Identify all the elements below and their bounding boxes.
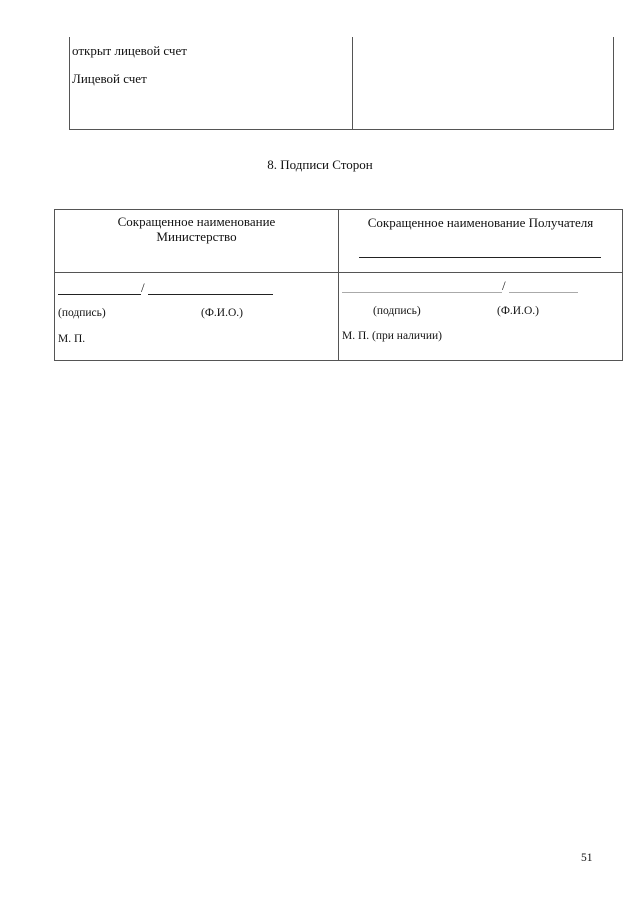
open-account-text: открыт лицевой счет: [72, 43, 187, 58]
table-border-bottom: [69, 129, 614, 130]
page-number: 51: [581, 852, 593, 864]
recipient-sign-caption: (подпись): [373, 305, 421, 317]
section-title: 8. Подписи Сторон: [267, 157, 373, 172]
table-border-left: [69, 37, 70, 130]
ministry-heading-line1: Сокращенное наименование: [117, 214, 276, 229]
recipient-signature-line: [342, 292, 502, 293]
recipient-fio-caption: (Ф.И.О.): [497, 305, 539, 317]
ministry-heading-line2: Министерство: [156, 229, 237, 244]
table-column-divider: [352, 37, 353, 130]
recipient-stamp: М. П. (при наличии): [342, 330, 442, 342]
ministry-fio-caption: (Ф.И.О.): [201, 307, 243, 319]
personal-account-label: Лицевой счет: [72, 71, 147, 86]
ministry-sign-caption: (подпись): [58, 307, 106, 319]
recipient-slash: /: [502, 278, 506, 293]
recipient-name-line: [359, 257, 601, 258]
ministry-fio-line: [148, 294, 273, 295]
sig-table-border-right: [622, 209, 623, 361]
recipient-fio-line: [509, 292, 578, 293]
table-border-right: [613, 37, 614, 130]
recipient-heading: Сокращенное наименование Получателя: [367, 215, 594, 230]
sig-table-column-divider: [338, 209, 339, 361]
ministry-stamp: М. П.: [58, 333, 86, 345]
ministry-slash: /: [141, 280, 145, 295]
ministry-signature-line: [58, 294, 141, 295]
